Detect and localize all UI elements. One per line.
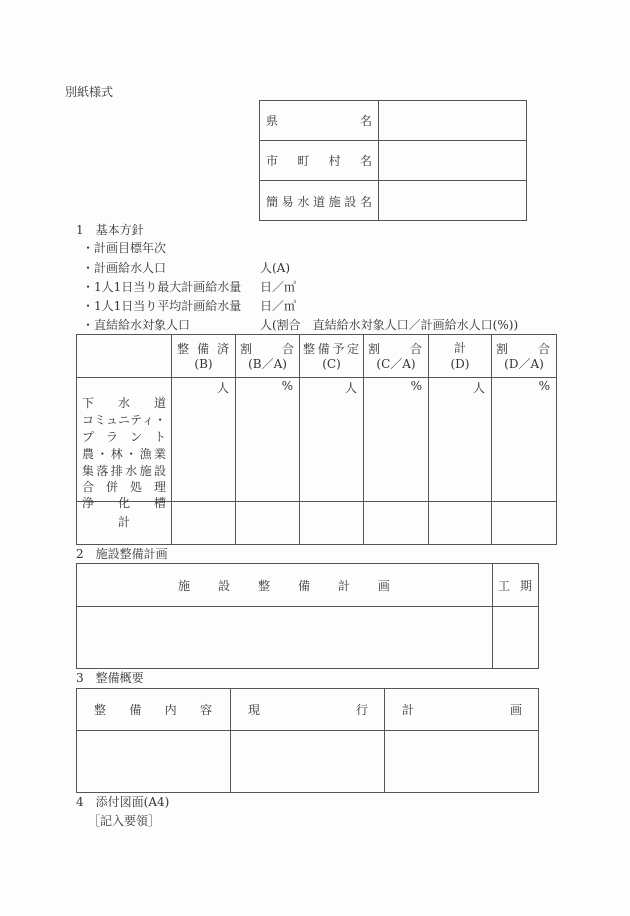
category-community-plant-2: プ ラ ン ト (82, 429, 166, 444)
max-supply-label: ・1人1日当り最大計画給水量 (82, 280, 242, 294)
category-sewer: 下 水 道 (82, 395, 166, 410)
content-cell[interactable] (77, 731, 229, 792)
unit-percent: % (538, 379, 550, 393)
municipality-name-field[interactable] (380, 142, 525, 179)
cell-ratio-b[interactable] (236, 395, 298, 500)
target-year-label: ・計画目標年次 (82, 241, 167, 255)
plan-cell[interactable] (385, 731, 538, 792)
municipality-name-label: 市 町 村 名 (266, 153, 372, 168)
category-agri-1: 農 ・ 林 ・ 漁 業 (82, 446, 166, 461)
prefecture-name-label: 県 名 (266, 113, 372, 128)
direct-supply-unit: 人(割合 直結給水対象人口／計画給水人口(%)) (260, 318, 519, 332)
direct-supply-label: ・直結給水対象人口 (82, 318, 191, 332)
unit-percent: % (281, 379, 293, 393)
facility-name-label: 簡 易 水 道 施 設 名 (266, 194, 372, 209)
section1-title: 1 基本方針 (76, 223, 144, 237)
prefecture-name-field[interactable] (380, 102, 525, 139)
current-header: 現 行 (248, 702, 368, 717)
category-septic-1: 合 併 処 理 (82, 479, 166, 494)
unit-percent: % (410, 379, 422, 393)
planned-population-label: ・計画給水人口 (82, 261, 167, 275)
cell-ratio-d[interactable] (492, 395, 555, 500)
cell-planned[interactable] (300, 395, 362, 500)
category-agri-2: 集 落 排 水 施 設 (82, 463, 166, 478)
plan-header: 計 画 (402, 702, 522, 717)
construction-period-header: 工 期 (498, 578, 532, 593)
max-supply-unit: 日／㎥ (260, 280, 297, 294)
cell-ratio-c[interactable] (364, 395, 427, 500)
planned-population-unit: 人(A) (260, 261, 291, 275)
unit-person: 人 (472, 381, 485, 395)
facility-name-field[interactable] (380, 182, 525, 220)
cell-total[interactable] (429, 395, 490, 500)
facility-plan-header: 施 設 整 備 計 画 (178, 578, 390, 593)
cell-developed[interactable] (172, 395, 234, 500)
avg-supply-label: ・1人1日当り平均計画給水量 (82, 299, 242, 313)
category-community-plant-1: コ ミ ュ ニ テ ィ ・ (82, 412, 167, 427)
construction-period-cell[interactable] (493, 607, 538, 668)
section4-title: 4 添付図面(A4) (76, 795, 170, 809)
section2-title: 2 施設整備計画 (76, 547, 168, 561)
instructions-label: ［記入要領］ (88, 814, 161, 828)
form-label: 別紙様式 (65, 85, 114, 99)
unit-person: 人 (216, 381, 229, 395)
content-header: 整 備 内 容 (94, 702, 212, 717)
section3-title: 3 整備概要 (76, 671, 144, 685)
category-septic-2: 浄 化 槽 (82, 495, 166, 510)
current-cell[interactable] (231, 731, 383, 792)
avg-supply-unit: 日／㎥ (260, 299, 297, 313)
total-row-label: 計 (117, 515, 130, 529)
facility-plan-cell[interactable] (77, 607, 491, 668)
unit-person: 人 (344, 381, 357, 395)
